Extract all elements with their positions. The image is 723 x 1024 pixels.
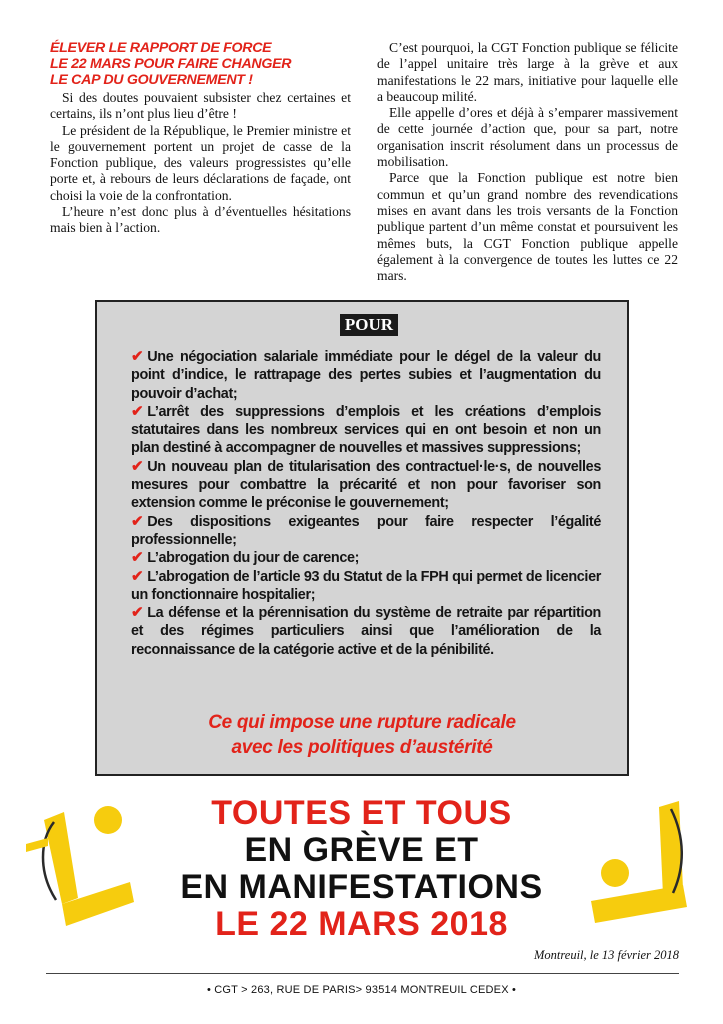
checkmark-icon: ✔ [131,549,144,567]
checkmark-icon: ✔ [131,402,144,420]
footer-divider [46,973,679,974]
demands-list [131,348,601,659]
banner-line: EN GRÈVE ET [244,831,479,869]
paragraph: Elle appelle d’ores et déjà à s’emparer massivement de cette journée d’action que, pour sa part, notre organisation inscrit résolument dans un processus de mobilisation. [377,105,678,170]
banner-line: TOUTES ET TOUS [211,794,512,832]
demand-item: ✔ Une négociation salariale immédiate pour le dégel de la valeur du point d’indice, le rattrapage des pertes subies et l’augmentation du pouvoir d’achat; [131,348,601,402]
paragraph: Parce que la Fonction publique est notre bien commun et qu’un grand nombre des revendications mises en avant dans les trois versants de la Fonction publique partent d’un même constat et poursuivent les mêmes buts, la CGT Fonction publique appelle également à la convergence de toutes les luttes ce 22 mars. [377,170,678,284]
left-column [50,40,351,237]
paragraph: C’est pourquoi, la CGT Fonction publique se félicite de l’appel unitaire très large à la grève et aux manifestations le 22 mars, initiative pour laquelle elle a beaucoup milité. [377,40,678,104]
checkmark-icon: ✔ [131,567,144,585]
demand-item: ✔ Des dispositions exigeantes pour faire respecter l’égalité professionnelle; [131,512,601,548]
strike-banner [0,795,723,943]
footer-address: • CGT > 263, RUE DE PARIS> 93514 MONTREUIL CEDEX • [206,984,517,996]
demand-item: ✔ L’abrogation du jour de carence; [131,549,360,567]
checkmark-icon: ✔ [131,348,144,365]
demand-item: ✔ Un nouveau plan de titularisation des contractuel·le·s, de nouvelles mesures pour combattre la précarité et non pour favoriser son extension comme le préconise le gouvernement; [131,457,601,512]
date-line: Montreuil, le 13 février 2018 [534,948,679,962]
pour-box [95,300,629,776]
demand-item: ✔ L’abrogation de l’article 93 du Statut de la FPH qui permet de licencier un fonctionnaire hospitalier; [131,567,601,603]
checkmark-icon: ✔ [131,512,144,530]
section-heading: ÉLEVER LE RAPPORT DE FORCE LE 22 MARS POUR FAIRE CHANGER LE CAP DU GOUVERNEMENT ! [50,40,292,88]
checkmark-icon: ✔ [131,457,144,475]
checkmark-icon: ✔ [131,604,144,622]
demand-item: ✔ La défense et la pérennisation du système de retraite par répartition et des régimes particuliers ainsi que l’amélioration de la reconnaissance de la catégorie active et de la pénibilité. [131,604,601,658]
austerity-slogan: Ce qui impose une rupture radicale avec les politiques d’austérité [208,712,516,758]
paragraph: Si des doutes pouvaient subsister chez certaines et certains, ils n’ont plus lieu d’être ! [50,90,351,122]
demand-item: ✔ L’arrêt des suppressions d’emplois et les créations d’emplois statutaires dans les nombreux services qui en ont besoin et non un plan destiné à accompagner de nouvelles et massives suppressions; [131,402,601,457]
banner-line: EN MANIFESTATIONS [180,868,543,906]
paragraph: L’heure n’est donc plus à d’éventuelles hésitations mais bien à l’action. [50,204,351,236]
right-column [377,40,678,284]
banner-line: LE 22 MARS 2018 [215,905,508,943]
pour-label: POUR [340,314,398,336]
paragraph: Le président de la République, le Premier ministre et le gouvernement portent un projet de casse de la Fonction publique, des valeurs progressistes qu’elle porte et, à rebours de leurs déclarations de façade, ont choisi la voie de la confrontation. [50,122,351,203]
